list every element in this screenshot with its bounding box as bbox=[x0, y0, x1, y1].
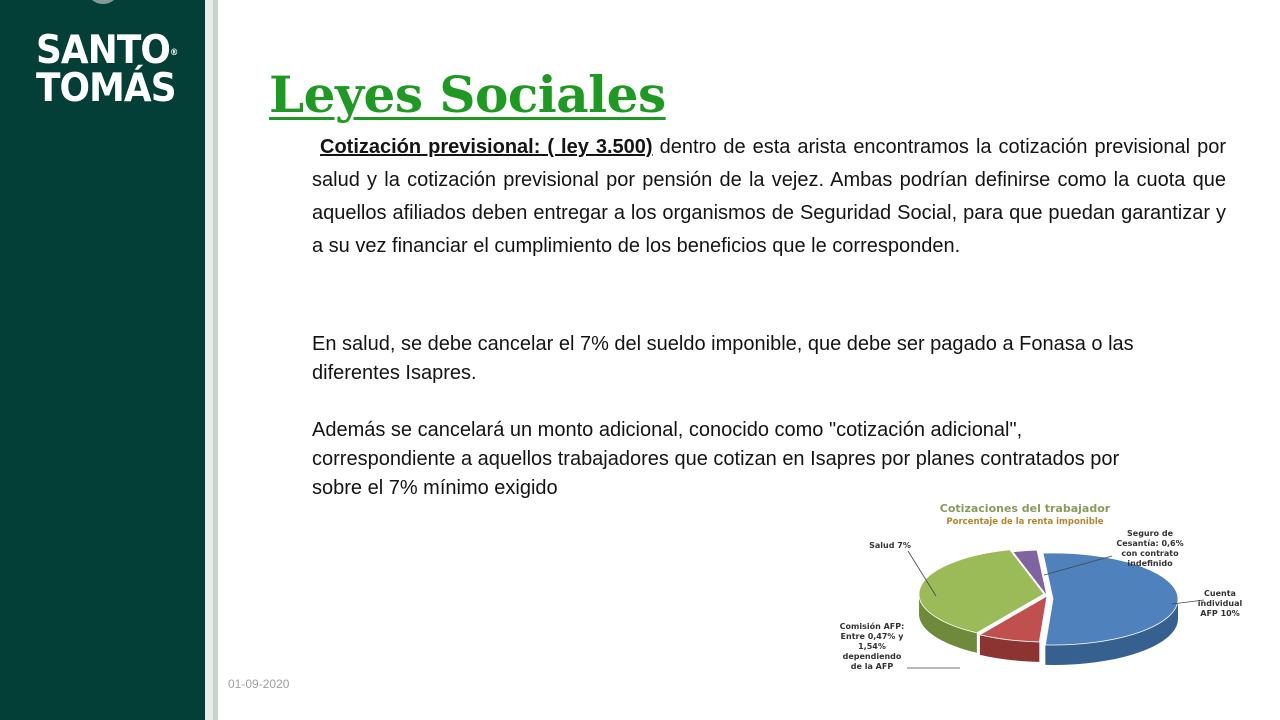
paragraph-body: dentro de esta arista encontramos la cotización previsional por salud y la cotización previsional por pensión de la vejez. Ambas podrían definirse como la cuota que aquellos afiliados deben entregar a los organismos de Seguridad Social, para que puedan garantizar y a su vez financiar el cumplimiento de los beneficios que le corresponden. bbox=[312, 136, 1226, 257]
chart-subtitle: Porcentaje de la renta imponible bbox=[946, 517, 1104, 527]
santo-tomas-logo: SANTO® TOMÁS bbox=[36, 28, 178, 111]
logo-arc bbox=[86, 0, 120, 4]
pie-slice-label: Cuenta individual AFP 10% bbox=[1197, 589, 1243, 618]
chart-title: Cotizaciones del trabajador bbox=[939, 502, 1111, 515]
slide-date: 01-09-2020 bbox=[228, 677, 290, 691]
cotizaciones-pie-chart bbox=[832, 496, 1262, 686]
paragraph-cotizacion bbox=[312, 131, 1226, 263]
slide-title: Leyes Sociales bbox=[269, 65, 666, 124]
paragraph-lead: Cotización previsional: ( ley 3.500) bbox=[320, 136, 653, 158]
sidebar-divider-shadow bbox=[213, 0, 218, 720]
paragraph-salud: En salud, se debe cancelar el 7% del sueldo imponible, que debe ser pagado a Fonasa o las diferentes Isapres. bbox=[312, 333, 1134, 384]
pie-slice-label: Comisión AFP: Entre 0,47% y 1,54% dependiendo de la AFP bbox=[839, 622, 905, 671]
sidebar-panel bbox=[0, 0, 205, 720]
pie-slice-label: Seguro de Cesantía: 0,6% con contrato indefinido bbox=[1116, 529, 1184, 568]
paragraph-adicional: Además se cancelará un monto adicional, conocido como "cotización adicional", correspondiente a aquellos trabajadores que cotizan en Isapres por planes contratados por sobre el 7% mínimo exigido bbox=[312, 419, 1120, 499]
sidebar-divider bbox=[205, 0, 213, 720]
pie-slice-label: Salud 7% bbox=[869, 541, 911, 550]
